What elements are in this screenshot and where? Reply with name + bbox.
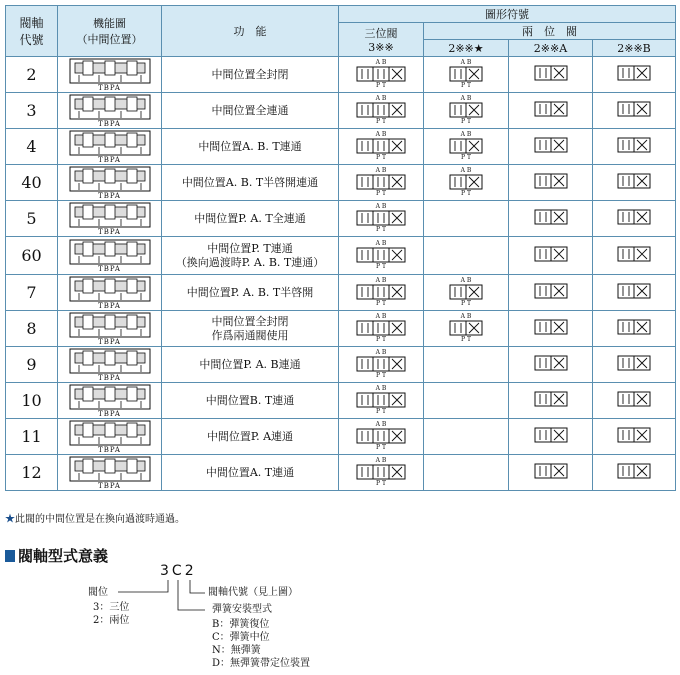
valve-symbol-icon [617,463,651,479]
port-label-bottom: P T [376,443,386,451]
spring-type-d: D：無彈簧帶定位裝置 [212,658,311,669]
function-description: 中間位置P. A. B. T半啓開 [162,275,339,311]
header-two-b: 2※※B [593,40,676,57]
three-position-symbol [339,93,424,129]
header-three-position: 三位閥 3※※ [339,23,424,57]
star-icon: ★ [5,514,15,525]
function-diagram [58,383,162,419]
two-position-star-symbol [424,275,509,311]
spool-diagram-icon [69,166,151,192]
empty-cell [424,237,509,275]
port-label-top: A B [460,276,472,284]
valve-symbol-icon [449,66,483,82]
valve-symbol-icon [356,210,406,226]
port-label-top: A B [375,94,387,102]
valve-symbol-icon [356,247,406,263]
two-position-b-symbol [593,237,676,275]
port-label-bottom: P T [461,81,471,89]
table-row [6,57,676,93]
port-label-top: A B [375,384,387,392]
two-position-a-symbol [509,237,593,275]
spool-type-table [5,5,676,491]
port-label-bottom: P T [376,81,386,89]
diagram-port-labels: TBPA [98,83,121,92]
three-position-symbol [339,383,424,419]
valve-position-3: 3：三位 [93,602,130,613]
header-function: 功 能 [162,6,339,57]
empty-cell [424,383,509,419]
spring-type-b: B：彈簧復位 [212,619,270,630]
spool-code: 8 [6,311,58,347]
port-label-top: A B [375,166,387,174]
three-position-symbol [339,201,424,237]
spool-diagram-icon [69,202,151,228]
table-row [6,201,676,237]
valve-symbol-icon [449,320,483,336]
port-label-top: A B [375,420,387,428]
valve-symbol-icon [356,66,406,82]
function-description: 中間位置全連通 [162,93,339,129]
header-symbol: 圖形符號 [339,6,676,23]
port-label-bottom: P T [461,153,471,161]
valve-symbol-icon [617,283,651,299]
two-position-b-symbol [593,383,676,419]
port-label-bottom: P T [376,189,386,197]
function-description: 中間位置全封閉 作爲兩通閥使用 [162,311,339,347]
spool-diagram-icon [69,239,151,265]
function-diagram [58,455,162,491]
spool-code: 3 [6,93,58,129]
function-description: 中間位置A. B. T連通 [162,129,339,165]
three-position-symbol [339,275,424,311]
diagram-port-labels: TBPA [98,409,121,418]
two-position-star-symbol [424,57,509,93]
spool-diagram-icon [69,384,151,410]
spool-code: 12 [6,455,58,491]
spool-diagram-icon [69,130,151,156]
two-position-b-symbol [593,129,676,165]
function-description: 中間位置P. A. B連通 [162,347,339,383]
valve-symbol-icon [534,246,568,262]
two-position-b-symbol [593,347,676,383]
function-diagram [58,165,162,201]
diagram-port-labels: TBPA [98,337,121,346]
two-position-b-symbol [593,201,676,237]
port-label-bottom: P T [376,335,386,343]
valve-symbol-icon [534,427,568,443]
three-position-symbol [339,419,424,455]
valve-symbol-icon [617,209,651,225]
valve-symbol-icon [534,463,568,479]
port-label-top: A B [460,130,472,138]
three-position-symbol [339,311,424,347]
diagram-port-labels: TBPA [98,119,121,128]
two-position-a-symbol [509,311,593,347]
valve-symbol-icon [617,355,651,371]
empty-cell [424,419,509,455]
function-diagram [58,347,162,383]
port-label-bottom: P T [461,117,471,125]
table-row [6,383,676,419]
function-diagram [58,93,162,129]
valve-symbol-icon [534,355,568,371]
port-label-top: A B [375,239,387,247]
valve-symbol-icon [449,102,483,118]
table-row [6,237,676,275]
function-description: 中間位置A. B. T半啓開連通 [162,165,339,201]
spool-code: 11 [6,419,58,455]
valve-symbol-icon [534,391,568,407]
valve-symbol-icon [617,391,651,407]
valve-symbol-icon [534,319,568,335]
function-description: 中間位置P. A連通 [162,419,339,455]
designation-code: 3C2 [160,563,197,579]
port-label-bottom: P T [376,299,386,307]
diagram-port-labels: TBPA [98,227,121,236]
spool-code: 40 [6,165,58,201]
valve-symbol-icon [449,138,483,154]
empty-cell [424,347,509,383]
valve-symbol-icon [356,102,406,118]
three-position-symbol [339,455,424,491]
table-row [6,347,676,383]
diagram-port-labels: TBPA [98,373,121,382]
header-two-position: 兩 位 閥 [424,23,676,40]
two-position-a-symbol [509,275,593,311]
two-position-b-symbol [593,419,676,455]
function-description: 中間位置全封閉 [162,57,339,93]
port-label-top: A B [375,202,387,210]
valve-symbol-icon [356,464,406,480]
valve-symbol-icon [534,283,568,299]
function-description: 中間位置P. T連通 （換向過渡時P. A. B. T連通） [162,237,339,275]
port-label-bottom: P T [461,189,471,197]
function-diagram [58,201,162,237]
valve-symbol-icon [534,209,568,225]
footnote: ★此閥的中間位置是在換向過渡時通過。 [5,514,185,525]
square-bullet-icon [5,550,15,562]
function-diagram [58,311,162,347]
port-label-top: A B [375,348,387,356]
valve-symbol-icon [356,284,406,300]
port-label-top: A B [375,58,387,66]
port-label-top: A B [375,130,387,138]
three-position-symbol [339,129,424,165]
port-label-top: A B [460,312,472,320]
valve-symbol-icon [356,174,406,190]
function-description: 中間位置P. A. T全連通 [162,201,339,237]
spool-diagram-icon [69,456,151,482]
table-row [6,311,676,347]
function-diagram [58,129,162,165]
two-position-star-symbol [424,165,509,201]
two-position-a-symbol [509,201,593,237]
port-label-bottom: P T [461,335,471,343]
two-position-b-symbol [593,455,676,491]
function-description: 中間位置B. T連通 [162,383,339,419]
spring-type-label: 彈簧安裝型式 [212,604,272,615]
valve-symbol-icon [356,428,406,444]
port-label-bottom: P T [376,407,386,415]
function-diagram [58,275,162,311]
valve-symbol-icon [534,65,568,81]
two-position-a-symbol [509,129,593,165]
function-diagram [58,419,162,455]
valve-position-2: 2：兩位 [93,615,130,626]
table-row [6,129,676,165]
table-row [6,419,676,455]
two-position-b-symbol [593,165,676,201]
two-position-star-symbol [424,129,509,165]
valve-symbol-icon [617,427,651,443]
header-code: 閥軸 代號 [6,6,58,57]
empty-cell [424,201,509,237]
three-position-symbol [339,347,424,383]
spool-code: 7 [6,275,58,311]
spool-diagram-icon [69,58,151,84]
valve-position-label: 閥位 [88,587,108,598]
spool-diagram-icon [69,276,151,302]
function-description: 中間位置A. T連通 [162,455,339,491]
spool-code: 5 [6,201,58,237]
valve-symbol-icon [356,138,406,154]
valve-symbol-icon [617,101,651,117]
diagram-port-labels: TBPA [98,191,121,200]
spool-code: 9 [6,347,58,383]
table-row [6,275,676,311]
empty-cell [424,455,509,491]
valve-symbol-icon [356,392,406,408]
two-position-star-symbol [424,311,509,347]
two-position-b-symbol [593,57,676,93]
port-label-top: A B [375,312,387,320]
diagram-port-labels: TBPA [98,481,121,490]
valve-symbol-icon [617,173,651,189]
spring-type-n: N：無彈簧 [212,645,261,656]
two-position-a-symbol [509,57,593,93]
two-position-a-symbol [509,93,593,129]
spring-type-c: C：彈簧中位 [212,632,270,643]
port-label-top: A B [375,456,387,464]
spool-code: 60 [6,237,58,275]
diagram-port-labels: TBPA [98,264,121,273]
two-position-a-symbol [509,455,593,491]
valve-symbol-icon [356,356,406,372]
header-two-star: 2※※★ [424,40,509,57]
port-label-bottom: P T [376,479,386,487]
port-label-bottom: P T [376,117,386,125]
valve-symbol-icon [617,65,651,81]
spool-diagram-icon [69,348,151,374]
two-position-b-symbol [593,275,676,311]
table-row [6,165,676,201]
three-position-symbol [339,237,424,275]
spool-code: 10 [6,383,58,419]
three-position-symbol [339,57,424,93]
diagram-port-labels: TBPA [98,155,121,164]
port-label-top: A B [460,166,472,174]
valve-symbol-icon [356,320,406,336]
header-two-a: 2※※A [509,40,593,57]
two-position-a-symbol [509,165,593,201]
valve-symbol-icon [617,319,651,335]
diagram-port-labels: TBPA [98,445,121,454]
port-label-bottom: P T [461,299,471,307]
valve-symbol-icon [449,284,483,300]
spool-diagram-icon [69,94,151,120]
valve-symbol-icon [617,246,651,262]
function-diagram [58,57,162,93]
valve-symbol-icon [617,137,651,153]
two-position-a-symbol [509,347,593,383]
port-label-bottom: P T [376,153,386,161]
table-row [6,93,676,129]
spool-diagram-icon [69,420,151,446]
port-label-top: A B [460,58,472,66]
port-label-bottom: P T [376,225,386,233]
valve-symbol-icon [449,174,483,190]
valve-symbol-icon [534,137,568,153]
two-position-a-symbol [509,383,593,419]
two-position-b-symbol [593,93,676,129]
section-title: 閥軸型式意義 [5,545,108,566]
two-position-b-symbol [593,311,676,347]
function-diagram [58,237,162,275]
spool-code-label: 閥軸代號（見上圖） [208,587,298,598]
spool-diagram-icon [69,312,151,338]
two-position-star-symbol [424,93,509,129]
three-position-symbol [339,165,424,201]
spool-code: 2 [6,57,58,93]
header-diagram: 機能圖 （中間位置） [58,6,162,57]
table-row [6,455,676,491]
port-label-top: A B [460,94,472,102]
port-label-bottom: P T [376,262,386,270]
spool-code: 4 [6,129,58,165]
diagram-port-labels: TBPA [98,301,121,310]
port-label-top: A B [375,276,387,284]
two-position-a-symbol [509,419,593,455]
port-label-bottom: P T [376,371,386,379]
valve-symbol-icon [534,101,568,117]
valve-symbol-icon [534,173,568,189]
